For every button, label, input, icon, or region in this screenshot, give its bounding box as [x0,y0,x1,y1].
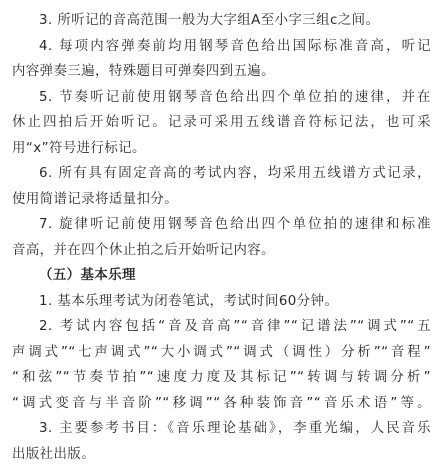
text-line: 音高，并在四个休止拍之后开始听记内容。 [12,242,275,258]
text-line: 4. 每项内容弹奏前均用钢琴音色给出国际标准音高，听记 [39,38,431,54]
text-line: 出版社出版。 [12,446,96,462]
section-heading: （五）基本乐理 [39,268,136,283]
text-line: 使用简谱记录将适量扣分。 [12,191,179,207]
text-line: “和弦”“节奏节拍”“速度力度及其标记”“转调与转调分析” [12,370,431,385]
text-line: 5. 节奏听记前使用钢琴音色给出四个单位拍的速律，并在 [39,89,431,105]
text-line: 1. 基本乐理考试为闭卷笔试，考试时间60分钟。 [39,293,339,309]
text-line: 内容弹奏三遍，特殊题目可弹奏四到五遍。 [12,64,275,79]
text-line: 3. 主要参考书目：《音乐理论基础》，李重光编，人民音乐 [39,421,431,436]
text-line: 3. 所听记的音高范围一般为大字组A至小字三组c之间。 [39,13,380,28]
text-line: “调式变音与半音阶”“移调”“各种装饰音”“音乐术语”等。 [12,395,431,411]
text-line: 休止四拍后开始听记。记录可采用五线谱音符标记法，也可采 [12,115,431,130]
text-line: 声调式”“七声调式”“大小调式”“调式（调性）分析”“音程” [12,344,431,360]
text-line: 7. 旋律听记前使用钢琴音色给出四个单位拍的速律和标准 [39,217,431,232]
text-line: 用“x”符号进行标记。 [12,140,146,156]
text-line: 6. 所有具有固定音高的考试内容，均采用五线谱方式记录， [39,166,431,181]
text-line: 2. 考试内容包括“音及音高”“音律”“记谱法”“调式”“五 [39,319,431,334]
